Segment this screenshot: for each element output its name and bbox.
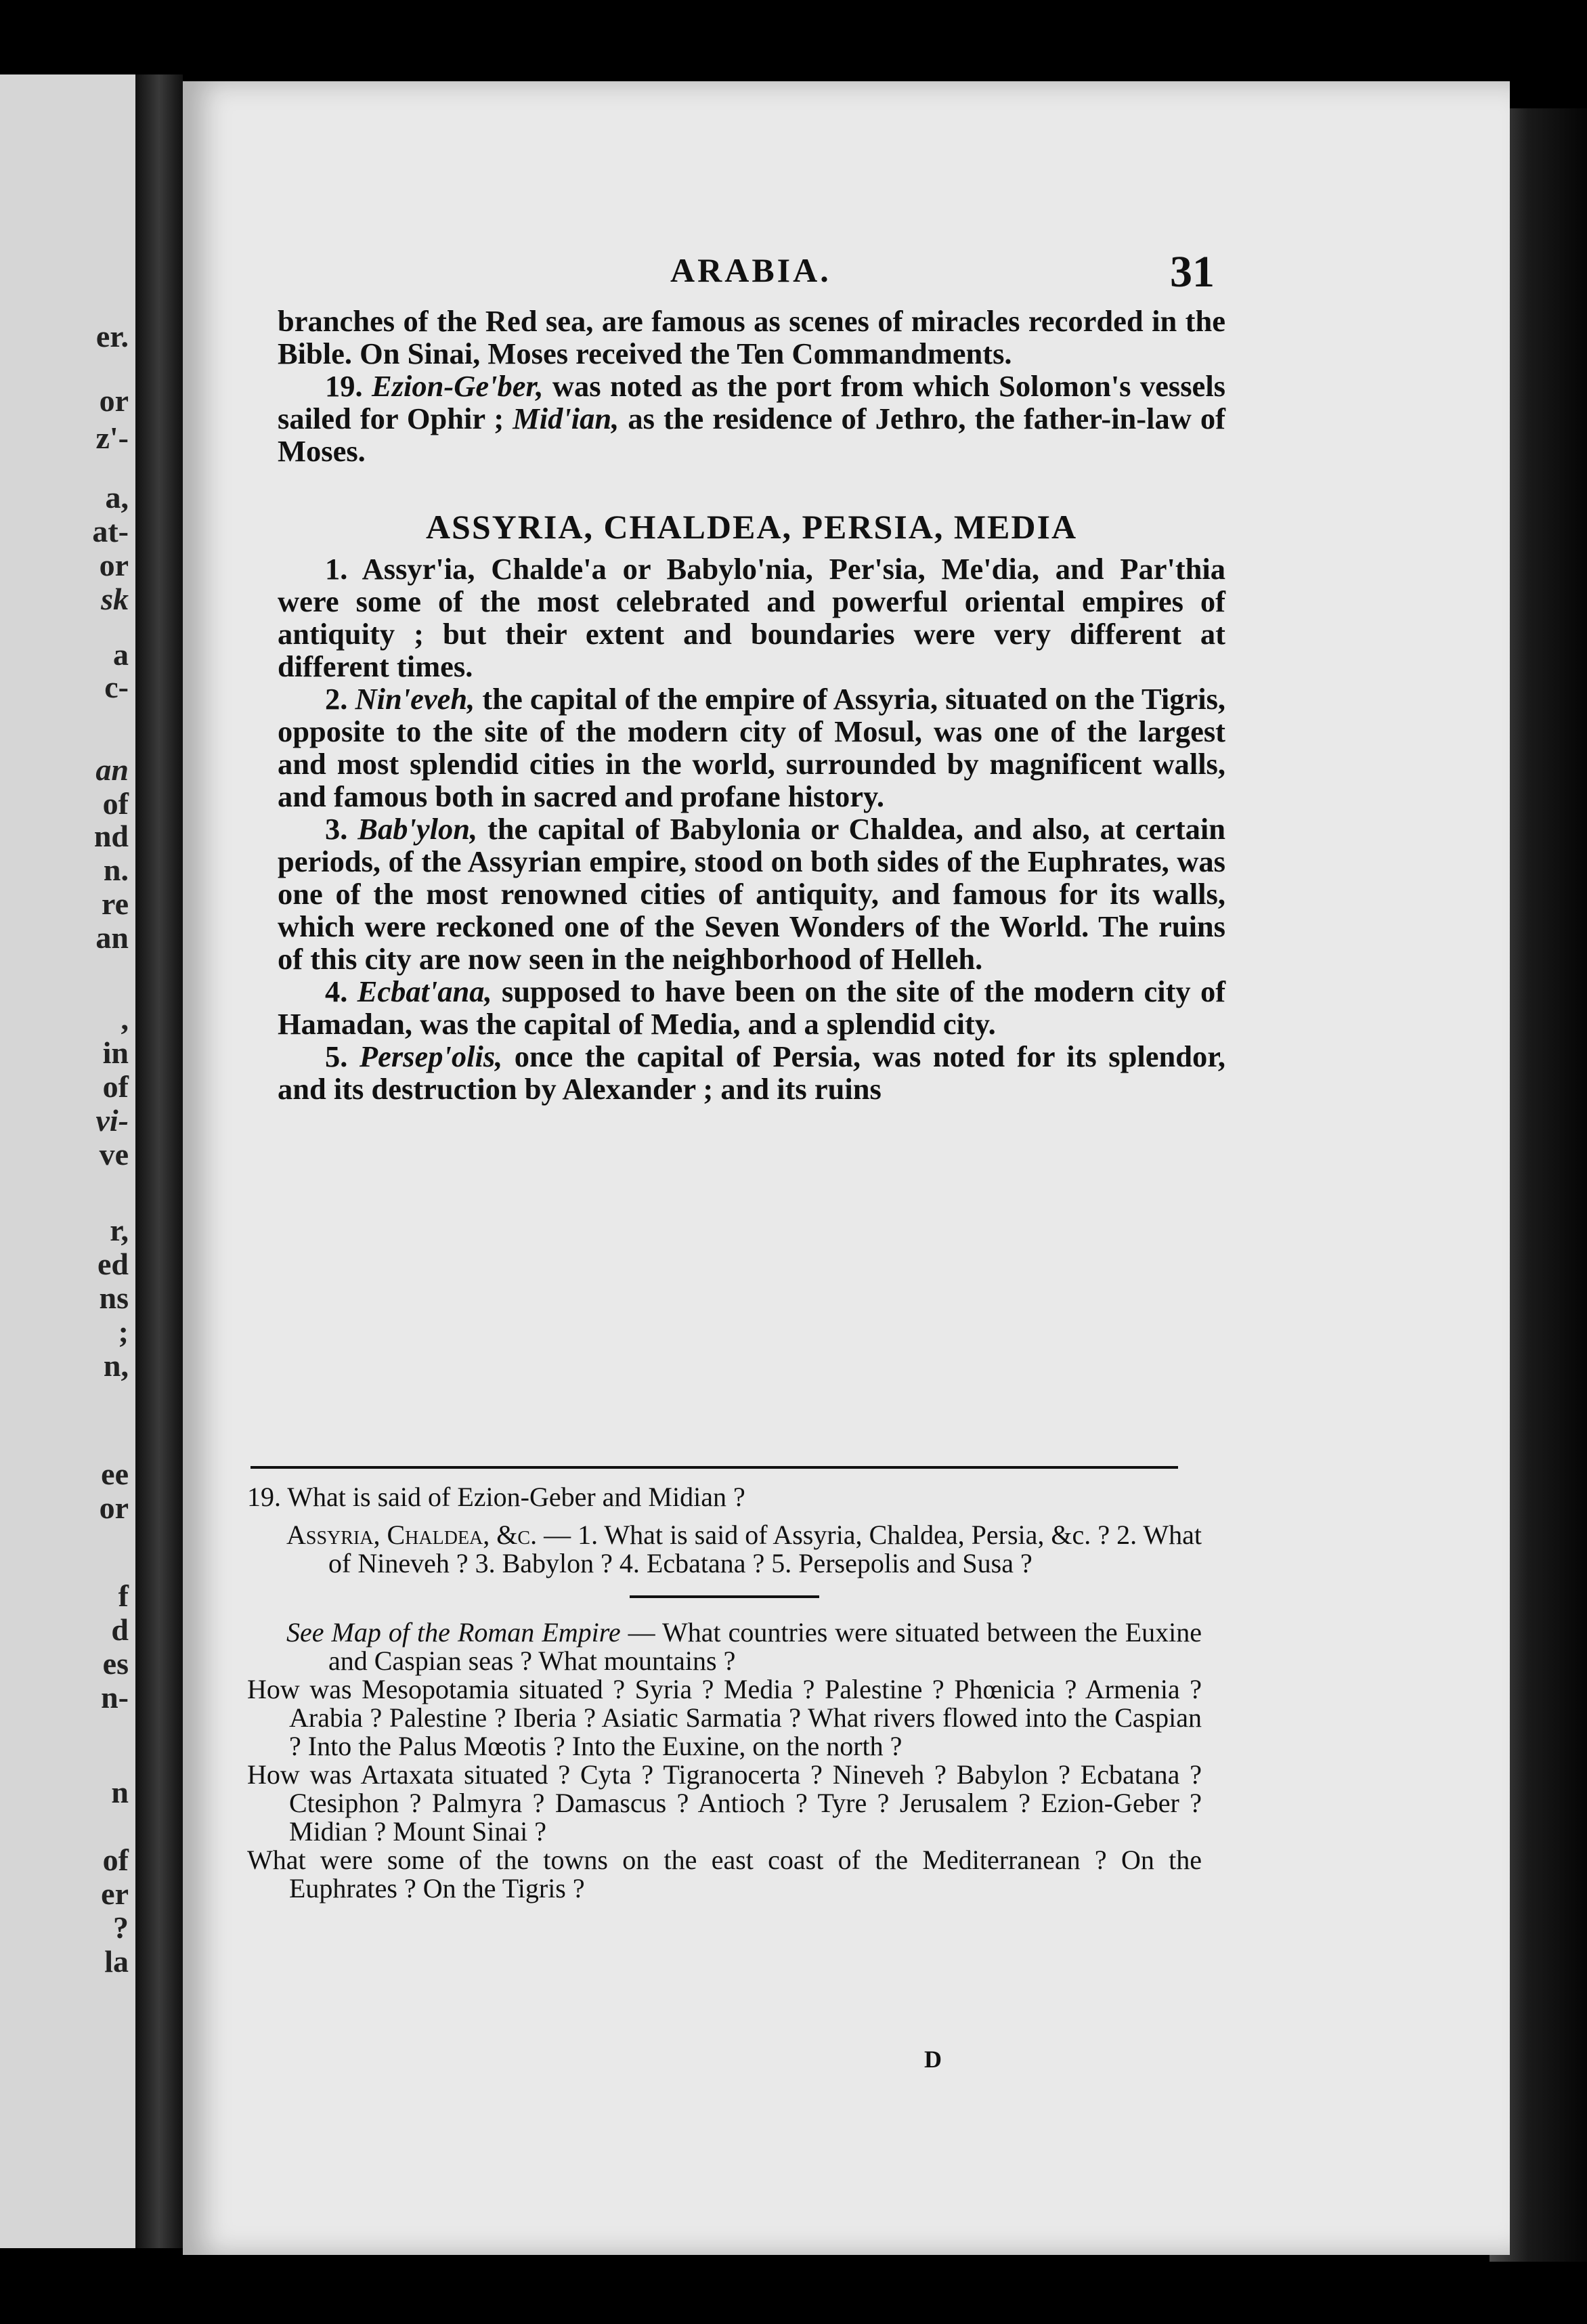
paragraph-1: 1. Assyr'ia, Chalde'a or Babylo'nia, Per'sia, Me'dia, and Par'thia were some of the most celebrated and powerful oriental empires of antiquity ; but their extent and boundaries were very different at different times.	[278, 552, 1225, 683]
fragment-text: ;	[118, 1314, 129, 1349]
fragment-text: vi-	[95, 1103, 129, 1138]
place-name: Ecbat'ana,	[357, 974, 492, 1008]
place-name: Mid'ian,	[513, 402, 619, 435]
question-artaxata: How was Artaxata situated ? Cyta ? Tigranocerta ? Nineveh ? Babylon ? Ecbatana ? Ctesiphon ? Palmyra ? Damascus ? Antioch ? Tyre ? Jerusalem ? Ezion-Geber ? Midian ? Mount Sinai ?	[247, 1759, 1202, 1847]
paragraph-number: 5.	[325, 1039, 348, 1073]
question-mesopotamia: How was Mesopotamia situated ? Syria ? Media ? Palestine ? Phœnicia ? Armenia ? Arabia ? Palestine ? Iberia ? Asiatic Sarmatia ? What rivers flowed into the Caspian ? Into the Palus Mœotis ? Into the Euxine, on the north ?	[247, 1674, 1202, 1761]
paragraph-text: the capital of Babylonia or Chaldea, and also, at certain periods, of the Assyrian empire, stood on both sides of the Euphrates, was one of the most renowned cities of antiquity, and famous for its walls, which were reckoned one of the Seven Wonders of the World. The ruins of this city are now seen in the neighborhood of Helleh.	[278, 812, 1226, 976]
question-text: — 1. What is said of Assyria, Chaldea, Persia, &c. ? 2. What of Nineveh ? 3. Babylon ? 4. Ecbatana ? 5. Persepolis and Susa ?	[328, 1520, 1202, 1578]
fragment-text: of	[102, 1069, 129, 1104]
paragraph-number: 4.	[325, 974, 348, 1008]
place-name: Nin'eveh,	[355, 682, 475, 716]
signature-mark: D	[924, 2046, 942, 2073]
book-gutter	[135, 74, 183, 2248]
fragment-text: or	[99, 383, 129, 418]
footnote-divider	[251, 1466, 1178, 1469]
fragment-text: an	[95, 752, 129, 787]
fragment-text: er	[101, 1876, 129, 1911]
fragment-text: of	[102, 786, 129, 821]
paragraph-continued: branches of the Red sea, are famous as scenes of miracles recorded in the Bible. On Sinai, Moses received the Ten Commandments.	[278, 304, 1225, 370]
place-name: Bab'ylon,	[357, 812, 478, 846]
running-header	[183, 247, 1510, 305]
fragment-text: ns	[99, 1281, 129, 1315]
paragraph-text: was noted as the port from which Solomon's vessels sailed for Ophir ;	[278, 369, 1225, 435]
body-text	[278, 305, 1225, 1105]
facing-page-fragment	[0, 74, 135, 2248]
fragment-text: a,	[105, 480, 129, 515]
paragraph-2	[278, 683, 1225, 813]
fragment-text: es	[102, 1646, 129, 1681]
fragment-text: a	[113, 637, 129, 672]
fragment-text: sk	[101, 582, 129, 616]
fragment-text: or	[99, 1490, 129, 1525]
paragraph-5	[278, 1040, 1225, 1105]
fragment-text: in	[102, 1035, 129, 1070]
fragment-text: la	[104, 1944, 129, 1979]
question-assyria	[247, 1521, 1202, 1578]
fragment-text: ee	[101, 1457, 129, 1491]
question-map	[247, 1618, 1202, 1675]
fragment-text: or	[99, 548, 129, 582]
fragment-text: ,	[121, 1002, 129, 1036]
paragraph-19	[278, 370, 1225, 467]
fragment-text: nd	[93, 819, 129, 853]
running-title: ARABIA.	[670, 251, 831, 289]
place-name: Persep'olis,	[359, 1039, 503, 1073]
fragment-text: z'-	[95, 421, 129, 455]
fragment-text: er.	[95, 319, 129, 353]
book-page	[183, 81, 1510, 2255]
fragment-text: ?	[113, 1910, 129, 1945]
paragraph-number: 3.	[325, 812, 348, 846]
fragment-text: at-	[92, 514, 129, 548]
paragraph-number: 2.	[325, 682, 348, 716]
paragraph-text: as the residence of Jethro, the father-in-law of Moses.	[278, 402, 1225, 468]
fragment-text: re	[101, 886, 129, 921]
fragment-text: f	[118, 1578, 129, 1613]
paragraph-text: the capital of the empire of Assyria, situated on the Tigris, opposite to the site of the modern city of Mosul, was one of the largest and most splendid cities in the world, surrounded by magnificent walls, and famous both in sacred and profane history.	[278, 682, 1226, 813]
fragment-text: c-	[104, 670, 129, 704]
fragment-text: ve	[99, 1137, 129, 1171]
fragment-text: n,	[103, 1348, 129, 1383]
fragment-text: n.	[103, 853, 129, 887]
paragraph-number: 19.	[325, 369, 363, 403]
fragment-text: an	[95, 920, 129, 955]
fragment-text: of	[102, 1843, 129, 1877]
paragraph-4	[278, 975, 1225, 1040]
fragment-text: n	[111, 1775, 129, 1809]
review-questions	[247, 1483, 1202, 1903]
question-label: See Map of the Roman Empire	[286, 1617, 621, 1648]
section-heading: ASSYRIA, CHALDEA, PERSIA, MEDIA	[425, 508, 1078, 546]
place-name: Ezion-Ge'ber,	[372, 369, 544, 403]
question-19: 19. What is said of Ezion-Geber and Midian ?	[247, 1482, 745, 1512]
paragraph-3	[278, 813, 1225, 975]
fragment-text: r,	[110, 1213, 129, 1247]
paragraph-text: once the capital of Persia, was noted for its splendor, and its destruction by Alexander ; and its ruins	[278, 1039, 1225, 1106]
question-label: Assyria, Chaldea, &c.	[286, 1520, 538, 1550]
page-number: 31	[1170, 247, 1215, 297]
question-text: — What countries were situated between the Euxine and Caspian seas ? What mountains ?	[328, 1617, 1202, 1676]
paragraph-text: supposed to have been on the site of the modern city of Hamadan, was the capital of Media, and a splendid city.	[278, 974, 1226, 1041]
fragment-text: d	[111, 1612, 129, 1647]
fragment-text: ed	[97, 1247, 129, 1281]
fragment-text: n-	[101, 1680, 129, 1715]
short-divider	[630, 1595, 819, 1598]
question-towns: What were some of the towns on the east coast of the Mediterranean ? On the Euphrates ? On the Tigris ?	[247, 1845, 1202, 1903]
